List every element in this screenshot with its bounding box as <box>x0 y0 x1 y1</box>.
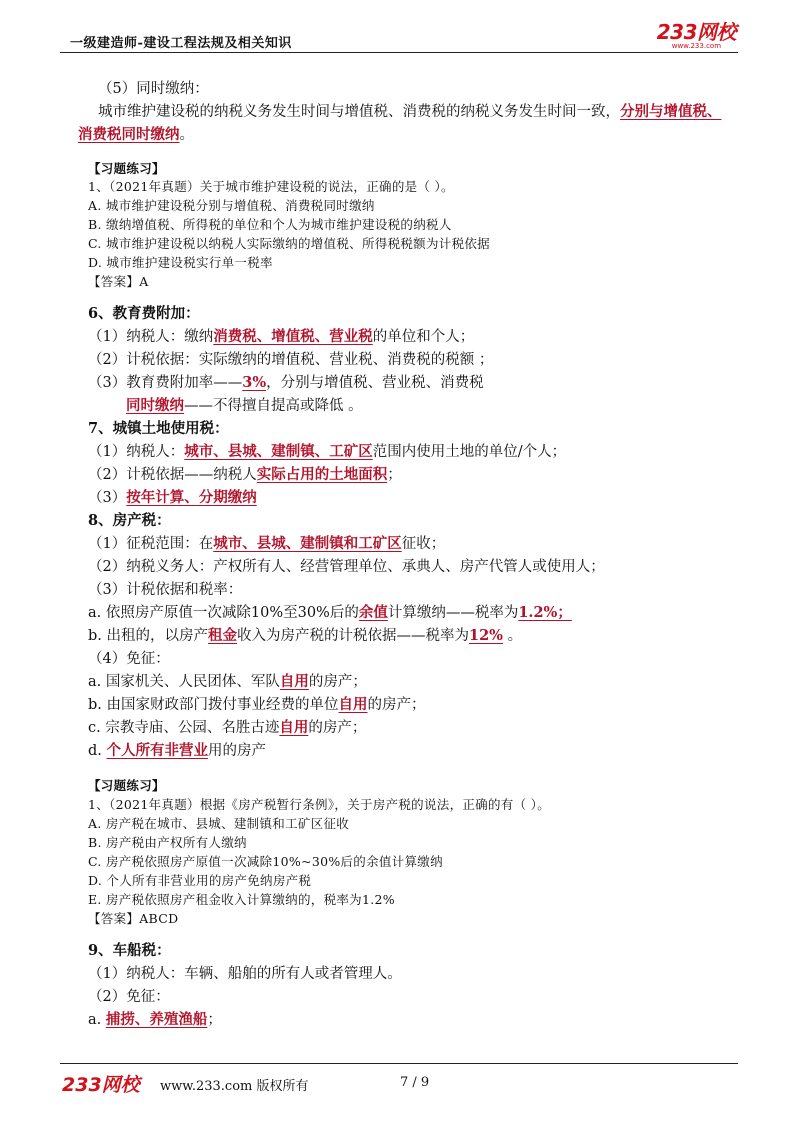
s6-line2: （2）计税依据：实际缴纳的增值税、营业税、消费税的税额 ； <box>88 352 494 368</box>
exercise2-option: D. 个人所有非营业用的房产免纳房产税 <box>88 873 312 888</box>
page-header <box>60 22 738 53</box>
highlight: 自用 <box>338 696 368 713</box>
s5-paragraph-line1: 城市维护建设税的纳税义务发生时间与增值税、消费税的纳税义务发生时间一致，分别与增值税、 <box>98 103 722 120</box>
s9-line2: （2）免征： <box>88 989 170 1005</box>
exercise2-option: E. 房产税依照房产租金收入计算缴纳的，税率为1.2% <box>88 892 395 907</box>
s6-line3: （3）教育费附加率——3%，分别与增值税、营业税、消费税 <box>88 374 484 391</box>
exercise2-question: 1、（2021年真题）根据《房产税暂行条例》，关于房产税的说法，正确的有（ ）。 <box>88 797 550 812</box>
highlight: 1.2%； <box>518 604 572 621</box>
s7-line2: （2）计税依据——纳税人实际占用的土地面积； <box>88 466 402 483</box>
highlight: 城市、县城、建制镇和工矿区 <box>213 535 402 552</box>
s8-line1: （1）征税范围：在城市、县城、建制镇和工矿区征收； <box>88 535 446 552</box>
s7-title: 7、城镇土地使用税： <box>88 420 229 437</box>
exercise1-option: A. 城市维护建设税分别与增值税、消费税同时缴纳 <box>88 198 375 213</box>
brand-logo <box>657 22 736 50</box>
exercise2-option: A. 房产税在城市、县城、建制镇和工矿区征收 <box>88 816 350 831</box>
s7-line3: （3）按年计算、分期缴纳 <box>88 489 257 506</box>
s8-line4: （4）免征： <box>88 651 170 667</box>
exercise2-option: C. 房产税依照房产原值一次减除10%~30%后的余值计算缴纳 <box>88 854 443 869</box>
exercise2-answer: 【答案】ABCD <box>88 911 179 926</box>
exercise1-label: 【习题练习】 <box>88 161 165 176</box>
s9-line1: （1）纳税人：车辆、船舶的所有人或者管理人。 <box>88 966 402 982</box>
page-footer <box>60 1063 738 1104</box>
s8-rate-b: b. 出租的，以房产租金收入为房产税的计税依据——税率为12% 。 <box>88 627 523 644</box>
s7-line1: （1）纳税人：城市、县城、建制镇、工矿区范围内使用土地的单位/个人； <box>88 443 567 460</box>
exercise1-answer: 【答案】A <box>88 274 149 289</box>
page-number: 7 / 9 <box>400 1075 430 1090</box>
s5-paragraph-line2: 消费税同时缴纳。 <box>78 126 194 143</box>
s8-rate-a: a. 依照房产原值一次减除10%至30%后的余值计算缴纳——税率为1.2%； <box>88 604 572 621</box>
s8-exempt-a: a. 国家机关、人民团体、军队自用的房产； <box>88 673 367 690</box>
exercise2-option: B. 房产税由产权所有人缴纳 <box>88 835 247 850</box>
exercise1-option: B. 缴纳增值税、所得税的单位和个人为城市维护建设税的纳税人 <box>88 217 452 232</box>
s8-title: 8、房产税： <box>88 512 171 529</box>
s8-line2: （2）纳税义务人：产权所有人、经营管理单位、承典人、房产代管人或使用人； <box>88 559 605 575</box>
highlight: 城市、县城、建制镇、工矿区 <box>184 443 373 460</box>
highlight: 同时缴纳 <box>126 397 184 414</box>
s6-title: 6、教育费附加： <box>88 305 200 322</box>
exercise1-question: 1、（2021年真题）关于城市维护建设税的说法，正确的是（ ）。 <box>88 179 454 194</box>
exercise1-option: D. 城市维护建设税实行单一税率 <box>88 255 273 270</box>
highlight: 实际占用的土地面积 <box>256 466 388 483</box>
s9-title: 9、车船税： <box>88 942 171 959</box>
highlight: 余值 <box>358 604 388 621</box>
s8-exempt-c: c. 宗教寺庙、公园、名胜古迹自用的房产； <box>88 719 367 736</box>
s8-exempt-b: b. 由国家财政部门拨付事业经费的单位自用的房产； <box>88 696 426 713</box>
exercise2-label: 【习题练习】 <box>88 778 165 793</box>
highlight: 按年计算、分期缴纳 <box>126 489 257 506</box>
header-title: 一级建造师-建设工程法规及相关知识 <box>70 36 292 51</box>
highlight: 分别与增值税、 <box>620 103 722 120</box>
highlight: 租金 <box>208 627 237 644</box>
highlight: 消费税、增值税、营业税 <box>213 328 373 345</box>
exercise1-option: C. 城市维护建设税以纳税人实际缴纳的增值税、所得税税额为计税依据 <box>88 236 490 251</box>
s9-line3: a. 捕捞、养殖渔船； <box>88 1011 222 1028</box>
highlight: 自用 <box>279 673 309 690</box>
highlight: 自用 <box>279 719 309 736</box>
highlight: 个人所有非营业 <box>106 742 209 759</box>
footer-site: www.233.com 版权所有 <box>160 1079 309 1094</box>
logo-url: www.233.com <box>671 42 722 50</box>
s5-title: （5）同时缴纳： <box>98 81 209 97</box>
s8-exempt-d: d. 个人所有非营业用的房产 <box>88 742 267 759</box>
s8-line3: （3）计税依据和税率： <box>88 582 243 598</box>
highlight: 3% <box>242 374 267 391</box>
highlight: 捕捞、养殖渔船 <box>105 1011 208 1028</box>
logo-text: 233网校 <box>656 20 736 44</box>
s6-line4: 同时缴纳——不得擅自提高或降低 。 <box>126 397 363 414</box>
highlight: 消费税同时缴纳 <box>78 126 180 143</box>
s6-line1: （1）纳税人：缴纳消费税、增值税、营业税的单位和个人； <box>88 328 475 345</box>
highlight: 12% <box>469 627 503 644</box>
footer-logo: 233网校 <box>62 1074 140 1096</box>
